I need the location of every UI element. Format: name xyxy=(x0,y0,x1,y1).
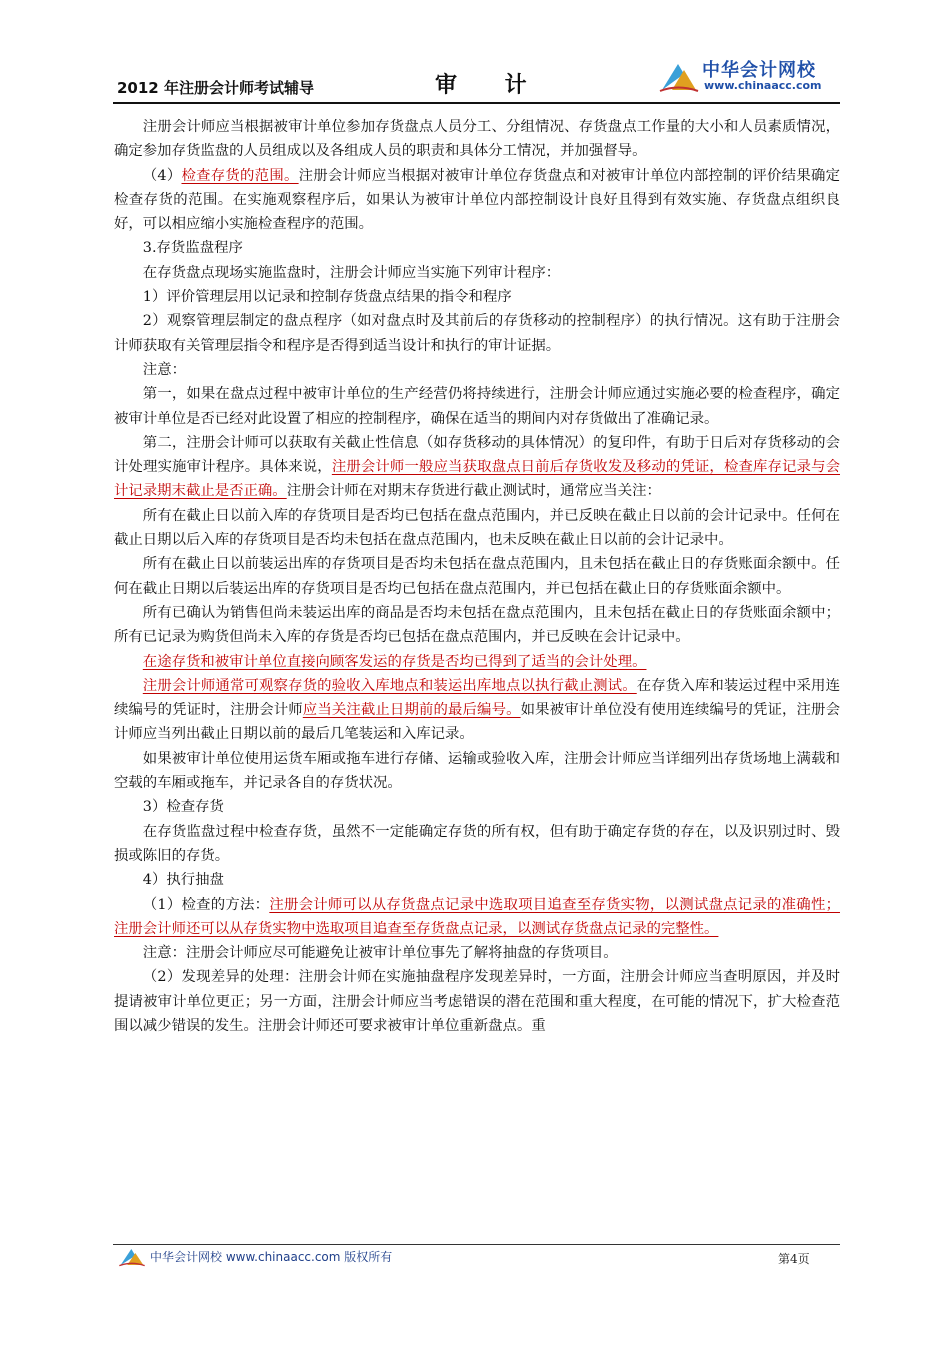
body-text: 3.存货监盘程序 xyxy=(142,240,243,257)
paragraph xyxy=(114,650,840,674)
paragraph xyxy=(114,285,840,309)
paragraph xyxy=(114,382,840,431)
body-text: （1）检查的方法： xyxy=(142,896,270,913)
paragraph xyxy=(114,309,840,358)
body-text: 注册会计师应当根据被审计单位参加存货盘点人员分工、分组情况、存货盘点工作量的大小和人员素质情况，确定参加存货监盘的人员组成以及各组成人员的职责和具体分工情况，并加强督导。 xyxy=(114,119,840,160)
header-divider xyxy=(113,102,840,104)
paragraph xyxy=(114,601,840,650)
body-text: 在存货盘点现场实施监盘时，注册会计师应当实施下列审计程序： xyxy=(142,264,561,281)
body-text: （2）发现差异的处理：注册会计师在实施抽盘程序发现差异时，一方面，注册会计师应当查明原因，并及时提请被审计单位更正；另一方面，注册会计师应当考虑错误的潜在范围和重大程度，在可能的情况下，扩大检查范围以减少错误的发生。注册会计师还可要求被审计单位重新盘点。重 xyxy=(114,969,840,1034)
highlighted-text: 检查存货的范围。 xyxy=(181,167,299,184)
paragraph xyxy=(114,674,840,747)
paragraph xyxy=(114,164,840,237)
body-text: 注意：注册会计师应尽可能避免让被审计单位事先了解将抽盘的存货项目。 xyxy=(142,945,618,962)
body-text: 第一，如果在盘点过程中被审计单位的生产经营仍将持续进行，注册会计师应通过实施必要的检查程序，确定被审计单位是否已经对此设置了相应的控制程序，确保在适当的期间内对存货做出了准确记录。 xyxy=(114,386,840,427)
paragraph xyxy=(114,820,840,869)
paragraph xyxy=(114,504,840,553)
logo-url-text: www.chinaacc.com xyxy=(704,79,822,92)
body-text: （4） xyxy=(142,167,182,184)
paragraph xyxy=(114,941,840,965)
footer-copyright: 中华会计网校 www.chinaacc.com 版权所有 xyxy=(150,1250,393,1264)
header-subject: 审 计 xyxy=(435,73,527,98)
document-body xyxy=(114,115,840,1038)
footer-divider xyxy=(113,1244,840,1245)
body-text: 第二，注册会计师可以获取有关截止性信息（如存货移动的具体情况）的复印件，有助于日后对存货移动的会计处理实施审计程序。具体来说， xyxy=(114,434,840,476)
body-text: 所有在截止日以前装运出库的存货项目是否均未包括在盘点范围内，且未包括在截止日的存货账面余额中。任何在截止日期以后装运出库的存货项目是否均已包括在盘点范围内，并已包括在截止日的存货账面余额中。 xyxy=(114,556,840,597)
paragraph xyxy=(114,552,840,601)
paragraph xyxy=(114,261,840,285)
paragraph xyxy=(114,358,840,382)
paragraph xyxy=(114,747,840,796)
highlighted-text: 注册会计师通常可观察存货的验收入库地点和装运出库地点以执行截止测试。 xyxy=(142,677,637,694)
body-text: 注意： xyxy=(142,361,186,378)
highlighted-text: 注册会计师可以从存货盘点记录中选取项目追查至存货实物，以测试盘点记录的准确性；注册会计师还可以从存货实物中选取项目追查至存货盘点记录，以测试存货盘点记录的完整性。 xyxy=(114,896,840,937)
body-text: 所有在截止日以前入库的存货项目是否均已包括在盘点范围内，并已反映在截止日以前的会计记录中。任何在截止日期以后入库的存货项目是否均未包括在盘点范围内，也未反映在截止日以前的会计记录中。 xyxy=(114,507,840,549)
highlighted-text: 应当关注截止日期前的最后编号。 xyxy=(302,702,521,719)
body-text: 4）执行抽盘 xyxy=(142,872,224,889)
chinaacc-logo xyxy=(658,56,840,96)
highlighted-text: 在途存货和被审计单位直接向顾客发运的存货是否均已得到了适当的会计处理。 xyxy=(142,653,647,670)
body-text: 1）评价管理层用以记录和控制存货盘点结果的指令和程序 xyxy=(142,289,512,306)
header-course-title: 2012 年注册会计师考试辅导 xyxy=(117,79,314,97)
paragraph xyxy=(114,965,840,1038)
page-number: 第4页 xyxy=(778,1252,810,1266)
body-text: 3）检查存货 xyxy=(142,799,224,816)
page-footer xyxy=(118,1247,838,1269)
logo-mark-icon xyxy=(658,60,700,94)
logo-brand-text: 中华会计网校 xyxy=(702,60,816,81)
highlighted-text: 注册会计师一般应当获取盘点日前后存货收发及移动的凭证，检查库存记录与会计记录期末截止是否正确。 xyxy=(114,459,840,500)
body-text: 注册会计师在对期末存货进行截止测试时，通常应当关注： xyxy=(286,483,661,500)
body-text: 在存货监盘过程中检查存货，虽然不一定能确定存货的所有权，但有助于确定存货的存在，以及识别过时、毁损或陈旧的存货。 xyxy=(114,823,840,864)
body-text: 所有已确认为销售但尚未装运出库的商品是否均未包括在盘点范围内，且未包括在截止日的存货账面余额中；所有已记录为购货但尚未入库的存货是否均已包括在盘点范围内，并已反映在会计记录中。 xyxy=(114,604,840,646)
body-text: 2）观察管理层制定的盘点程序（如对盘点时及其前后的存货移动的控制程序）的执行情况。这有助于注册会计师获取有关管理层指令和程序是否得到适当设计和执行的审计证据。 xyxy=(114,313,840,354)
paragraph xyxy=(114,893,840,942)
paragraph xyxy=(114,431,840,504)
footer-logo-icon xyxy=(118,1247,146,1267)
page-header xyxy=(113,50,840,102)
paragraph xyxy=(114,115,840,164)
body-text: 如果被审计单位使用运货车厢或拖车进行存储、运输或验收入库，注册会计师应当详细列出存货场地上满载和空载的车厢或拖车，并记录各自的存货状况。 xyxy=(114,750,840,792)
body-text: 在存货入库和装运过程中采用连续编号的凭证时，注册会计师 xyxy=(114,677,840,719)
body-text: 如果被审计单位没有使用连续编号的凭证，注册会计师应当列出截止日期以前的最后几笔装运和入库记录。 xyxy=(114,702,840,743)
paragraph xyxy=(114,868,840,892)
paragraph xyxy=(114,795,840,819)
paragraph xyxy=(114,236,840,260)
body-text: 注册会计师应当根据对被审计单位存货盘点和对被审计单位内部控制的评价结果确定检查存货的范围。在实施观察程序后，如果认为被审计单位内部控制设计良好且得到有效实施、存货盘点组织良好，可以相应缩小实施检查程序的范围。 xyxy=(114,167,840,233)
